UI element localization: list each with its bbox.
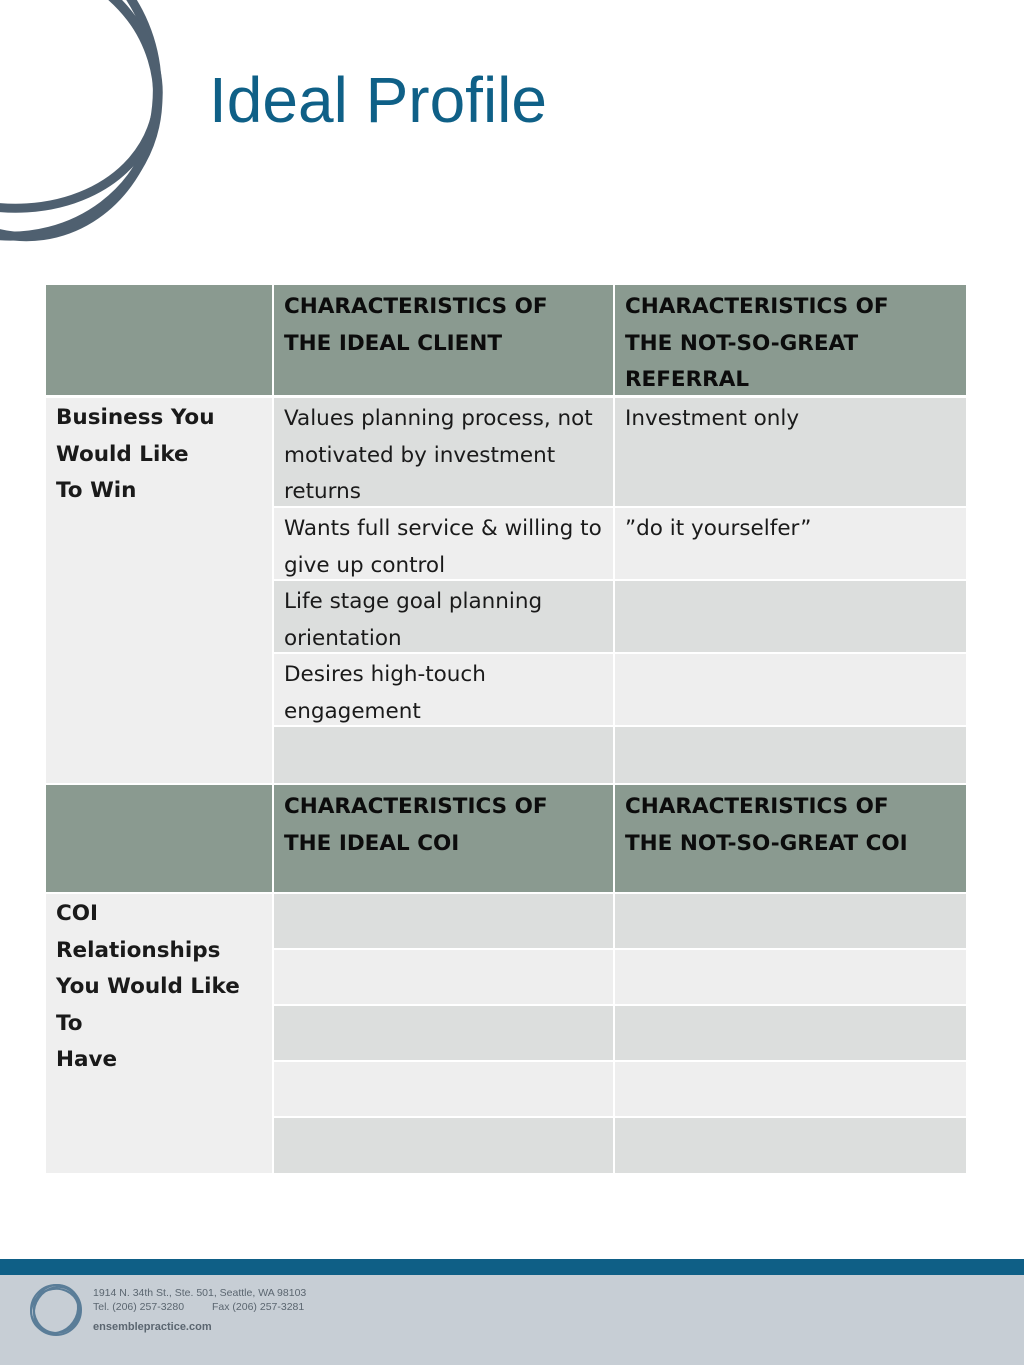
footer-accent-bar — [0, 1259, 1024, 1275]
footer-logo-icon — [27, 1281, 85, 1339]
table1-row-label: Business You Would Like To Win — [46, 398, 272, 783]
table2-header-ideal-coi: CHARACTERISTICS OF THE IDEAL COI — [274, 785, 613, 892]
footer-fax: Fax (206) 257-3281 — [212, 1301, 305, 1313]
footer-address: 1914 N. 34th St., Ste. 501, Seattle, WA 98103 — [93, 1287, 307, 1299]
footer-website[interactable]: ensemblepractice.com — [93, 1321, 212, 1333]
table1-row3-not-great — [615, 581, 966, 652]
table2-row3-not-great — [615, 1006, 966, 1060]
table1-row4-ideal: Desires high-touch engagement — [274, 654, 613, 725]
table1-header-not-so-great-referral: CHARACTERISTICS OF THE NOT-SO-GREAT REFERRAL — [615, 285, 966, 395]
table1-header-blank — [46, 285, 272, 395]
table2-row1-not-great — [615, 894, 966, 948]
table1-row4-not-great — [615, 654, 966, 725]
table1-row2-not-great: ”do it yourselfer” — [615, 508, 966, 579]
table2-row5-not-great — [615, 1118, 966, 1173]
table2-header-not-so-great-coi: CHARACTERISTICS OF THE NOT-SO-GREAT COI — [615, 785, 966, 892]
footer-tel: Tel. (206) 257-3280 — [93, 1301, 185, 1313]
table2-row4-not-great — [615, 1062, 966, 1116]
table1-row3-ideal: Life stage goal planning orientation — [274, 581, 613, 652]
table1-header-ideal-client: CHARACTERISTICS OF THE IDEAL CLIENT — [274, 285, 613, 395]
table1-row2-ideal: Wants full service & willing to give up control — [274, 508, 613, 579]
table2-row3-ideal — [274, 1006, 613, 1060]
table2-row-label: COI Relationships You Would Like To Have — [46, 894, 272, 1173]
table2-row2-ideal — [274, 950, 613, 1004]
table1-row1-ideal: Values planning process, not motivated by investment returns — [274, 398, 613, 506]
table1-row1-not-great: Investment only — [615, 398, 966, 506]
table2-row4-ideal — [274, 1062, 613, 1116]
page-title: Ideal Profile — [209, 64, 547, 136]
table2-header-blank — [46, 785, 272, 892]
table2-row1-ideal — [274, 894, 613, 948]
table1-row5-ideal — [274, 727, 613, 783]
table2-row5-ideal — [274, 1118, 613, 1173]
table1-row5-not-great — [615, 727, 966, 783]
decorative-rings-icon — [0, 0, 180, 250]
table2-row2-not-great — [615, 950, 966, 1004]
